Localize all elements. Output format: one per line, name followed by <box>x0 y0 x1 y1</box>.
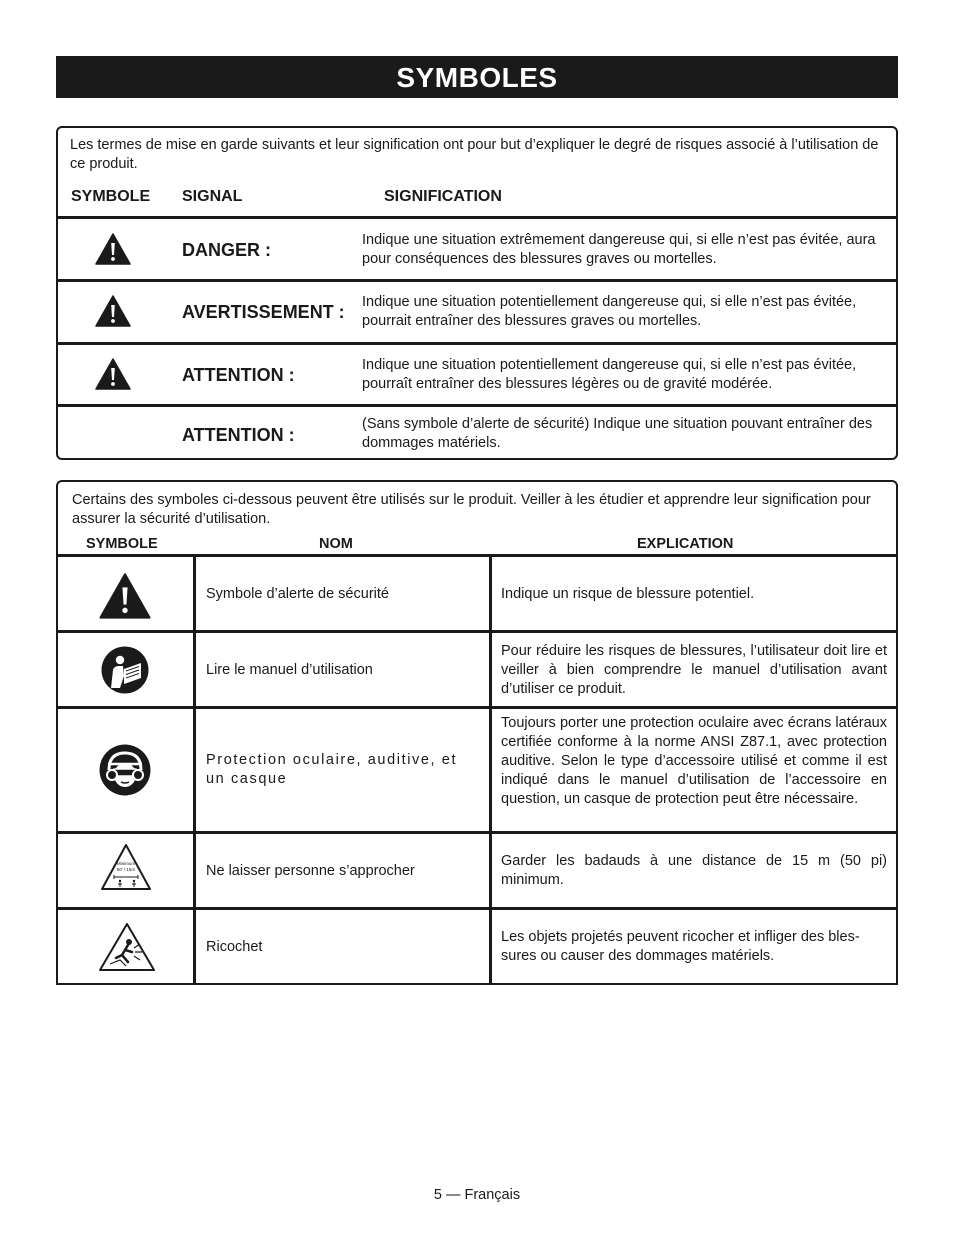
name-safety-alert: Symbole d’alerte de sécurité <box>206 586 389 602</box>
explanation-protection: Toujours porter une protection oculaire avec écrans latéraux certifiée conforme à la norme ANSI Z87.1, avec protection auditive. Selon le type d’accessoire utilisé et comme il est indiqué dans le manuel d’utilisation de l’accessoire en question, un casque de protection peut être nécessaire. <box>501 715 887 807</box>
header-symbol: SYMBOLE <box>86 536 158 552</box>
icon-text-minimum: Minimum <box>116 861 136 866</box>
header-meaning: SIGNIFICATION <box>384 188 502 205</box>
header-signal: SIGNAL <box>182 188 243 205</box>
signal-warning: AVERTISSEMENT : <box>182 302 345 322</box>
meaning-caution: Indique une situation potentiellement dangereuse qui, si elle n’est pas évitée, pourraît entraîner des blessures légères ou de gravité modérée. <box>362 357 857 392</box>
name-ricochet: Ricochet <box>206 939 263 955</box>
meaning-danger: Indique une situation extrêmement dangereuse qui, si elle n’est pas évitée, aura pour conséquences des blessures graves ou mortelles. <box>362 232 876 267</box>
name-read-manual: Lire le manuel d’utilisation <box>206 662 373 678</box>
eye-ear-head-protection-icon <box>99 744 151 796</box>
header-name: NOM <box>319 536 353 552</box>
meaning-caution-no-symbol: (Sans symbole d’alerte de sécurité) Indique une situation pouvant entraîner des dommages matériels. <box>362 416 873 451</box>
explanation-read-manual: Pour réduire les risques de blessures, l’utilisateur doit lire et veiller à bien comprendre le manuel d’utilisation avant d’utiliser ce produit. <box>501 643 887 697</box>
header-symbol: SYMBOLE <box>71 188 151 205</box>
symbols-table <box>56 480 898 985</box>
read-manual-icon <box>101 646 149 694</box>
safety-alert-icon <box>99 573 151 619</box>
warning-triangle-icon <box>95 295 131 327</box>
name-keep-away: Ne laisser personne s’approcher <box>206 863 415 879</box>
explanation-ricochet: Les objets projetés peuvent ricocher et infliger des bles-sures ou causer des dommages matériels. <box>501 929 860 964</box>
page-title: SYMBOLES <box>56 56 898 98</box>
signal-table-intro: Les termes de mise en garde suivants et leur signification ont pour but d’expliquer le degré de risques associé à l’utilisation de ce produit. <box>70 137 879 172</box>
page-footer: 5 — Français <box>433 1187 521 1203</box>
signal-words-table <box>56 126 898 460</box>
name-protection: Protection oculaire, auditive, et un casque <box>206 752 458 787</box>
warning-triangle-icon <box>95 358 131 390</box>
ricochet-icon <box>98 922 156 972</box>
signal-caution-no-symbol: ATTENTION : <box>182 425 295 445</box>
keep-bystanders-away-icon <box>100 843 152 891</box>
symbol-table-intro: Certains des symboles ci-dessous peuvent être utilisés sur le produit. Veiller à les étudier et apprendre leur signification pour assurer la sécurité d’utilisation. <box>72 492 871 527</box>
warning-triangle-icon <box>95 233 131 265</box>
signal-danger: DANGER : <box>182 240 271 260</box>
header-explanation: EXPLICATION <box>637 536 734 552</box>
explanation-keep-away: Garder les badauds à une distance de 15 m (50 pi) minimum. <box>501 853 887 888</box>
icon-text-distance: 50' / 15m <box>116 867 136 872</box>
signal-caution: ATTENTION : <box>182 365 295 385</box>
meaning-warning: Indique une situation potentiellement dangereuse qui, si elle n’est pas évitée, pourrait entraîner des blessures graves ou mortelles. <box>362 294 857 329</box>
explanation-safety-alert: Indique un risque de blessure potentiel. <box>501 586 755 602</box>
